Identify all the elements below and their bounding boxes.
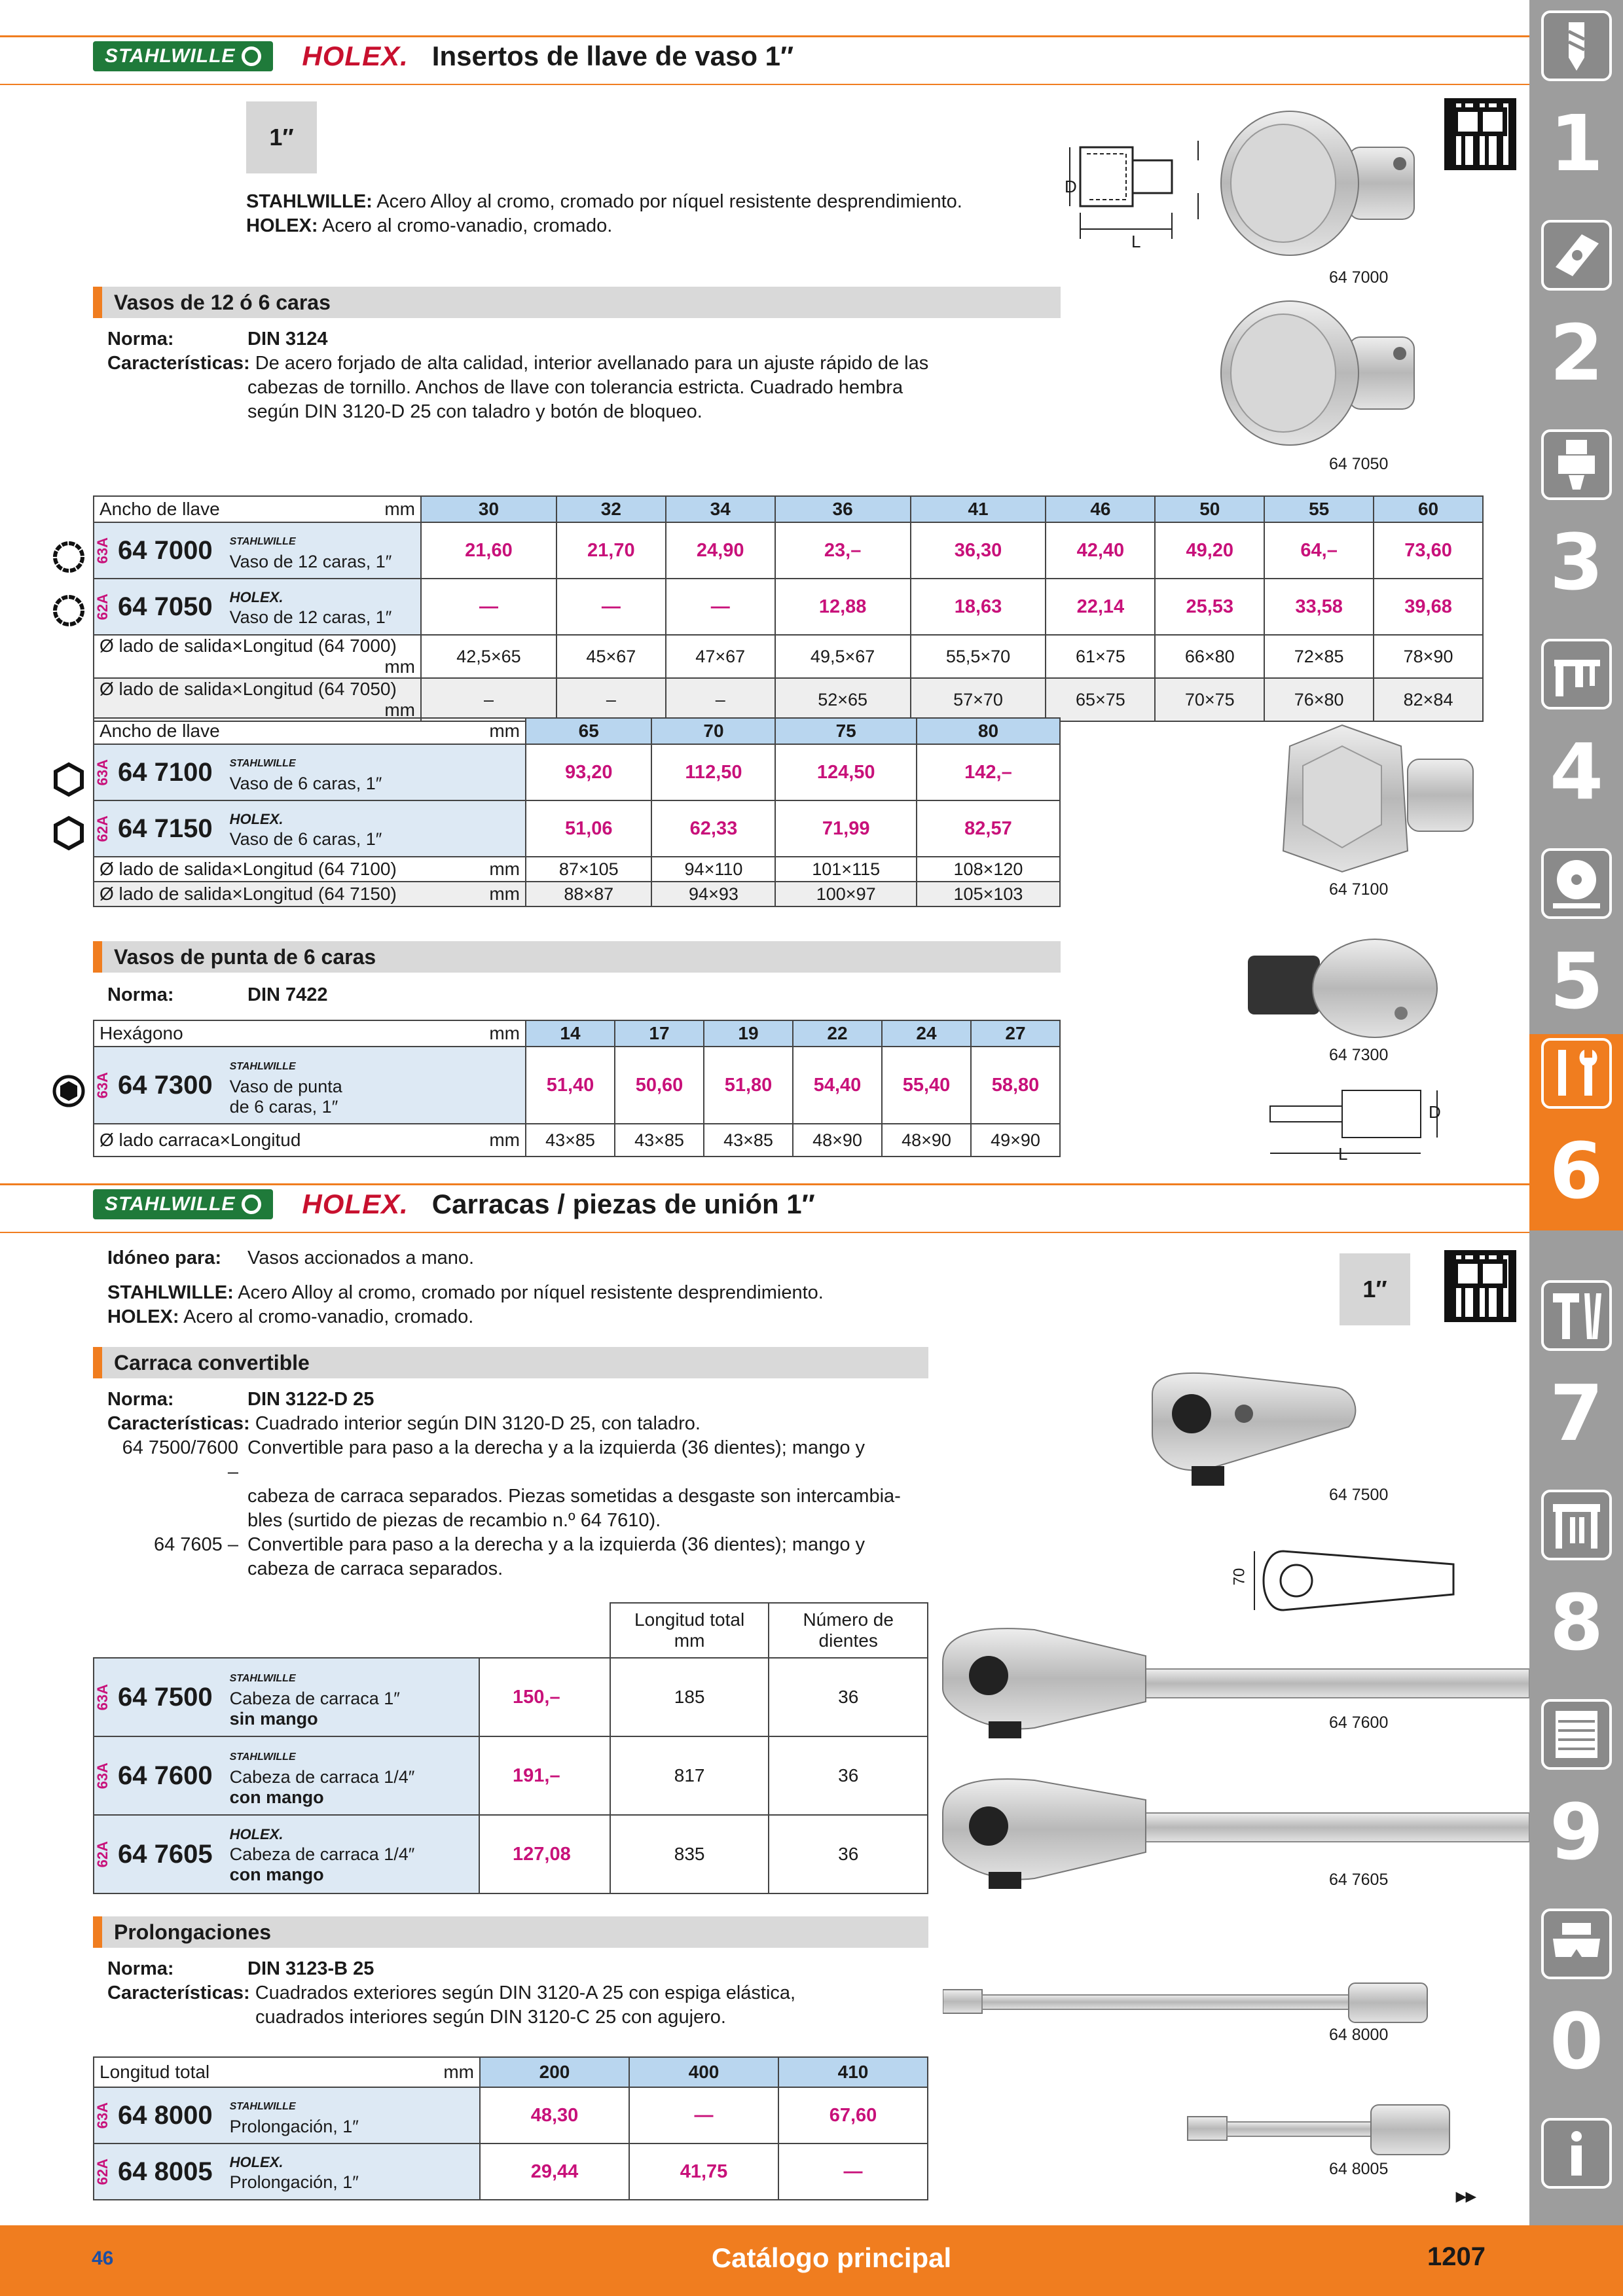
- size-header: 27: [971, 1020, 1060, 1047]
- product-cell[interactable]: 62A 64 7150 HOLEX. Vaso de 6 caras, 1″: [94, 800, 526, 857]
- 6-point-socket-icon: [51, 816, 86, 851]
- price-cell: 25,53: [1155, 579, 1264, 635]
- holex-logo: HOLEX.: [302, 1189, 409, 1219]
- size-header: 50: [1155, 496, 1264, 522]
- price-cell: 51,06: [526, 800, 651, 857]
- header-line: [0, 1232, 1529, 1233]
- ratchet-with-handle-image: [936, 1623, 1529, 1741]
- section-header: [93, 1189, 815, 1220]
- chapter-sidebar: [1529, 0, 1623, 2225]
- price-cell: 42,40: [1046, 522, 1155, 579]
- chapter-number: 7: [1549, 1368, 1604, 1458]
- subsection-header: Vasos de punta de 6 caras: [93, 941, 1061, 973]
- table-row: 63A 64 7600 STAHLWILLE Cabeza de carraca 1/4″ con mango 191,– 817 36: [94, 1736, 928, 1815]
- usage-description: Idóneo para: Vasos accionados a mano. STAHLWILLE: Acero Alloy al cromo, cromado por níquel resistente desprendimiento. HOLEX: Acero al cromo-vanadio, cromado.: [107, 1247, 824, 1327]
- table-row: [94, 2087, 928, 2144]
- tool-holder-icon: [1541, 429, 1612, 500]
- hex-bit-socket-image: [1244, 936, 1440, 1041]
- socket-12pt-table: [93, 495, 1484, 722]
- chapter-number: 2: [1549, 308, 1604, 398]
- price-cell: 41,75: [629, 2144, 778, 2200]
- wrench-screwdriver-icon: [1541, 1038, 1612, 1109]
- chapter-6-tab[interactable]: [1529, 1034, 1623, 1230]
- size-header: 410: [778, 2057, 928, 2087]
- product-cell[interactable]: 62A 64 8005 HOLEX. Prolongación, 1″: [94, 2144, 480, 2200]
- price-cell: 33,58: [1264, 579, 1374, 635]
- size-header: 34: [666, 496, 775, 522]
- chapter-4-tab[interactable]: [1537, 635, 1616, 831]
- price-cell: 12,88: [775, 579, 911, 635]
- price-cell: —: [421, 579, 556, 635]
- product-cell[interactable]: 63A 64 7000 STAHLWILLE Vaso de 12 caras, 1″: [94, 522, 421, 579]
- page-number-left: 46: [92, 2248, 114, 2269]
- product-cell[interactable]: 62A 64 7050 HOLEX. Vaso de 12 caras, 1″: [94, 579, 421, 635]
- table-row: Ø lado de salida×Longitud (64 7000) mm 42,5×65 45×67 47×67 49,5×67 55,5×70 61×75 66×80 72×85 78×90: [94, 635, 1483, 678]
- price-cell: 71,99: [775, 800, 917, 857]
- price-cell: 23,–: [775, 522, 911, 579]
- price-cell: 51,80: [704, 1047, 793, 1124]
- price-cell: 36,30: [911, 522, 1046, 579]
- price-cell: 54,40: [793, 1047, 882, 1124]
- dimension-label-l: L: [1131, 232, 1141, 251]
- price-cell: 29,44: [480, 2144, 629, 2200]
- catalog-title: Catálogo principal: [711, 2242, 952, 2273]
- next-page-arrow[interactable]: ▸▸: [1456, 2185, 1476, 2207]
- price-cell: 49,20: [1155, 522, 1264, 579]
- image-caption: 64 8005: [1329, 2160, 1389, 2178]
- image-caption: 64 8000: [1329, 2026, 1389, 2044]
- header-line: [0, 84, 1529, 85]
- drill-bit-icon: [1541, 10, 1612, 81]
- price-cell: 112,50: [651, 744, 775, 800]
- table-row: Ø lado de salida×Longitud (64 7100) mm 87×105 94×110 101×115 108×120: [94, 857, 1060, 882]
- price-cell: 124,50: [775, 744, 917, 800]
- chapter-0-tab[interactable]: [1537, 1905, 1616, 2101]
- caliper-icon: [1541, 639, 1612, 709]
- product-cell[interactable]: 62A 64 7605 HOLEX. Cabeza de carraca 1/4″ con mango: [94, 1815, 479, 1893]
- image-caption: 64 7100: [1329, 880, 1389, 899]
- chapter-8-tab[interactable]: [1537, 1486, 1616, 1682]
- page-number-right: 1207: [1427, 2242, 1486, 2271]
- chapter-3-tab[interactable]: [1537, 425, 1616, 622]
- chapter-1-tab[interactable]: [1537, 7, 1616, 203]
- chapter-number: 3: [1549, 517, 1604, 607]
- table-row: [94, 1047, 1060, 1124]
- ratchet-dimension-drawing: [1244, 1538, 1467, 1623]
- price-cell: 67,60: [778, 2087, 928, 2144]
- price-cell: 18,63: [911, 579, 1046, 635]
- price-cell: 93,20: [526, 744, 651, 800]
- table-row: 63A 64 7500 STAHLWILLE Cabeza de carraca 1″ sin mango 150,– 185 36: [94, 1658, 928, 1736]
- extension-short-image: [1185, 2094, 1460, 2166]
- price-cell: 22,14: [1046, 579, 1155, 635]
- section-title: Carracas / piezas de unión 1″: [431, 1189, 815, 1219]
- image-caption: 64 7000: [1329, 268, 1389, 287]
- product-cell[interactable]: 63A 64 7300 STAHLWILLE Vaso de punta de 6 caras, 1″: [94, 1047, 526, 1124]
- tool-cabinet-icon: [1541, 1699, 1612, 1770]
- size-header: 70: [651, 718, 775, 744]
- chapter-number: 6: [1549, 1126, 1603, 1216]
- price-cell: —: [556, 579, 666, 635]
- price-cell: 51,40: [526, 1047, 615, 1124]
- info-icon: [1541, 2118, 1612, 2189]
- size-header: 200: [480, 2057, 629, 2087]
- size-header: 17: [615, 1020, 704, 1047]
- subsection-header: Prolongaciones: [93, 1916, 928, 1948]
- chapter-number: 5: [1549, 936, 1604, 1026]
- price-cell: —: [778, 2144, 928, 2200]
- page-footer: [0, 2225, 1623, 2296]
- size-header: 30: [421, 496, 556, 522]
- extension-table: Longitud total mm 200 400 410 63A 64 8000 STAHLWILLE Prolongación, 1″ 48,30 — 67,60 62A 64 8005 HOLEX. Prolongación, 1″ 29,44 41,75 —: [93, 2056, 928, 2200]
- material-description: STAHLWILLE: Acero Alloy al cromo, cromado por níquel resistente desprendimiento. HOLEX: Acero al cromo-vanadio, cromado.: [246, 191, 962, 236]
- ratchet-head-image: [1139, 1368, 1427, 1499]
- hex-bit-socket-icon: [51, 1073, 86, 1109]
- length-header: Longitud total mm: [610, 1603, 769, 1658]
- header-line: [0, 1183, 1529, 1185]
- size-header: 24: [882, 1020, 971, 1047]
- chapter-number: 9: [1549, 1787, 1604, 1877]
- holex-logo: HOLEX.: [302, 41, 409, 71]
- dimension-label-d: D: [1065, 177, 1077, 196]
- image-caption: 64 7600: [1329, 1713, 1389, 1732]
- price-cell: 21,60: [421, 522, 556, 579]
- table-row: Ø lado de salida×Longitud (64 7150) mm 88×87 94×93 100×97 105×103: [94, 882, 1060, 906]
- image-caption: 64 7605: [1329, 1871, 1389, 1889]
- price-cell: 150,–: [479, 1658, 610, 1736]
- subsection-header: Carraca convertible: [93, 1347, 928, 1378]
- size-header: 65: [526, 718, 651, 744]
- dimension-label-70: 70: [1230, 1568, 1249, 1586]
- price-cell: 142,–: [917, 744, 1060, 800]
- pliers-hammer-icon: [1541, 1280, 1612, 1351]
- subsection-header: Vasos de 12 ó 6 caras: [93, 287, 1061, 318]
- chapter-number: 4: [1549, 726, 1604, 817]
- price-cell: 24,90: [666, 522, 775, 579]
- size-header: 14: [526, 1020, 615, 1047]
- norm-specs: Norma: DIN 3122-D 25 Características: Cuadrado interior según DIN 3120-D 25, con taladro. 64 7500/7600 – Convertible para paso a la derecha y a la izquierda (36 dientes); mango y cabeza de carraca separados. Piezas sometidas a desgaste son intercambia- bles (surtido de piezas de recambio n.º 64 7610). 64 7605 – Convertible para paso a la derecha y a la izquierda (36 dientes); mango y cabeza de carraca separados.: [107, 1389, 901, 1579]
- 6-point-socket-icon: [51, 762, 86, 797]
- dimension-label-d: D: [1429, 1102, 1441, 1122]
- size-header: 60: [1374, 496, 1483, 522]
- safety-glasses-icon: [1541, 1909, 1612, 1979]
- table-header-label: Ancho de llave mm: [94, 496, 421, 522]
- 12-point-socket-icon: [51, 593, 86, 628]
- price-cell: 82,57: [917, 800, 1060, 857]
- size-header: 32: [556, 496, 666, 522]
- dimension-label-l: L: [1338, 1144, 1348, 1164]
- norm-specs: Norma: DIN 7422: [107, 984, 328, 1005]
- teeth-header: Número de dientes: [769, 1603, 928, 1658]
- product-cell[interactable]: 63A 64 8000 STAHLWILLE Prolongación, 1″: [94, 2087, 480, 2144]
- size-header: 46: [1046, 496, 1155, 522]
- chapter-7-tab[interactable]: [1537, 1276, 1616, 1473]
- table-row: [94, 522, 1483, 579]
- table-row: [94, 579, 1483, 635]
- chapter-5-tab[interactable]: [1537, 844, 1616, 1041]
- chapter-9-tab[interactable]: [1537, 1695, 1616, 1892]
- table-row: [94, 800, 1060, 857]
- grinding-disc-icon: [1541, 848, 1612, 919]
- drive-size-badge: 1″: [246, 101, 317, 173]
- socket-6pt-image: [1277, 720, 1486, 877]
- price-cell: 73,60: [1374, 522, 1483, 579]
- socket-12pt-image: [1218, 108, 1427, 265]
- product-cell[interactable]: 63A 64 7600 STAHLWILLE Cabeza de carraca 1/4″ con mango: [94, 1736, 479, 1815]
- table-row: [94, 2144, 928, 2200]
- workbench-tools-icon: [1541, 1490, 1612, 1560]
- size-header: 55: [1264, 496, 1374, 522]
- size-header: 36: [775, 496, 911, 522]
- image-caption: 64 7500: [1329, 1486, 1389, 1504]
- table-row: Ø lado carraca×Longitud mm 43×85 43×85 43×85 48×90 48×90 49×90: [94, 1124, 1060, 1157]
- drive-size-badge: 1″: [1340, 1253, 1410, 1325]
- price-cell: 48,30: [480, 2087, 629, 2144]
- price-cell: 21,70: [556, 522, 666, 579]
- qr-code[interactable]: [1444, 1250, 1516, 1322]
- image-caption: 64 7050: [1329, 455, 1389, 473]
- price-cell: —: [629, 2087, 778, 2144]
- size-header: 41: [911, 496, 1046, 522]
- header-line: [0, 35, 1529, 37]
- price-cell: 39,68: [1374, 579, 1483, 635]
- product-cell[interactable]: 63A 64 7100 STAHLWILLE Vaso de 6 caras, 1″: [94, 744, 526, 800]
- size-header: 75: [775, 718, 917, 744]
- price-cell: —: [666, 579, 775, 635]
- 12-point-socket-icon: [51, 539, 86, 575]
- size-header: 19: [704, 1020, 793, 1047]
- table-row: Ø lado de salida×Longitud (64 7050) mm – – – 52×65 57×70 65×75 70×75 76×80 82×84: [94, 678, 1483, 721]
- product-cell[interactable]: 63A 64 7500 STAHLWILLE Cabeza de carraca 1″ sin mango: [94, 1658, 479, 1736]
- price-cell: 127,08: [479, 1815, 610, 1893]
- price-cell: 191,–: [479, 1736, 610, 1815]
- ratchet-table: [93, 1602, 928, 1894]
- price-cell: 50,60: [615, 1047, 704, 1124]
- section-header: [93, 41, 793, 72]
- ratchet-with-handle-holex-image: [936, 1774, 1529, 1892]
- chapter-2-tab[interactable]: [1537, 216, 1616, 412]
- norm-specs: Norma: DIN 3123-B 25 Características: Cuadrados exteriores según DIN 3120-A 25 con espiga elástica, cuadrados interiores según DIN 3120-C 25 con agujero.: [107, 1958, 796, 2028]
- table-row: [94, 744, 1060, 800]
- price-cell: 55,40: [882, 1047, 971, 1124]
- chapter-number: 0: [1549, 1996, 1604, 2087]
- size-header: 400: [629, 2057, 778, 2087]
- price-cell: 58,80: [971, 1047, 1060, 1124]
- socket-6pt-table: Ancho de llave mm 65 70 75 80 63A 64 7100 STAHLWILLE Vaso de 6 caras, 1″ 93,20 112,50 124,50 142,– 62A 64 7150 HOLEX. Vaso de 6 caras, 1″ 51,06 62,33 71,99 82,57 Ø lado de salida×Longitud (64 7100) mm 87×105 94×110 101×115 108×120 Ø lado de salida×Longitud (64 7150) mm 88×87 94×93 100×97 105×103: [93, 717, 1061, 907]
- chapter-number: 1: [1549, 98, 1604, 188]
- norm-specs: Norma: DIN 3124 Características: De acero forjado de alta calidad, interior avellanado para un ajuste rápido de las cabezas de tornillo. Anchos de llave con tolerancia estricta. Cuadrado hembra según DIN 3120-D 25 con taladro y botón de bloqueo.: [107, 329, 929, 422]
- hex-bit-dimension-drawing: [1264, 1080, 1460, 1165]
- size-header: 80: [917, 718, 1060, 744]
- socket-12pt-holex-image: [1218, 298, 1427, 455]
- size-header: 22: [793, 1020, 882, 1047]
- price-cell: 62,33: [651, 800, 775, 857]
- price-cell: 64,–: [1264, 522, 1374, 579]
- chapter-number: 8: [1549, 1577, 1604, 1668]
- table-row: 62A 64 7605 HOLEX. Cabeza de carraca 1/4″ con mango 127,08 835 36: [94, 1815, 928, 1893]
- stahlwille-logo: STAHLWILLE: [93, 41, 273, 71]
- hex-bit-table: Hexágono mm 14 17 19 22 24 27 63A 64 7300 STAHLWILLE Vaso de punta de 6 caras, 1″ 51,40 50,60 51,80 54,40 55,40 58,80 Ø lado carraca×Longitud mm 43×85 43×85 43×85 48×90 48×90 49×90: [93, 1020, 1061, 1157]
- image-caption: 64 7300: [1329, 1046, 1389, 1064]
- qr-code[interactable]: [1444, 98, 1516, 170]
- section-title: Insertos de llave de vaso 1″: [431, 41, 794, 71]
- cutting-insert-icon: [1541, 220, 1612, 291]
- stahlwille-logo: STAHLWILLE: [93, 1189, 273, 1219]
